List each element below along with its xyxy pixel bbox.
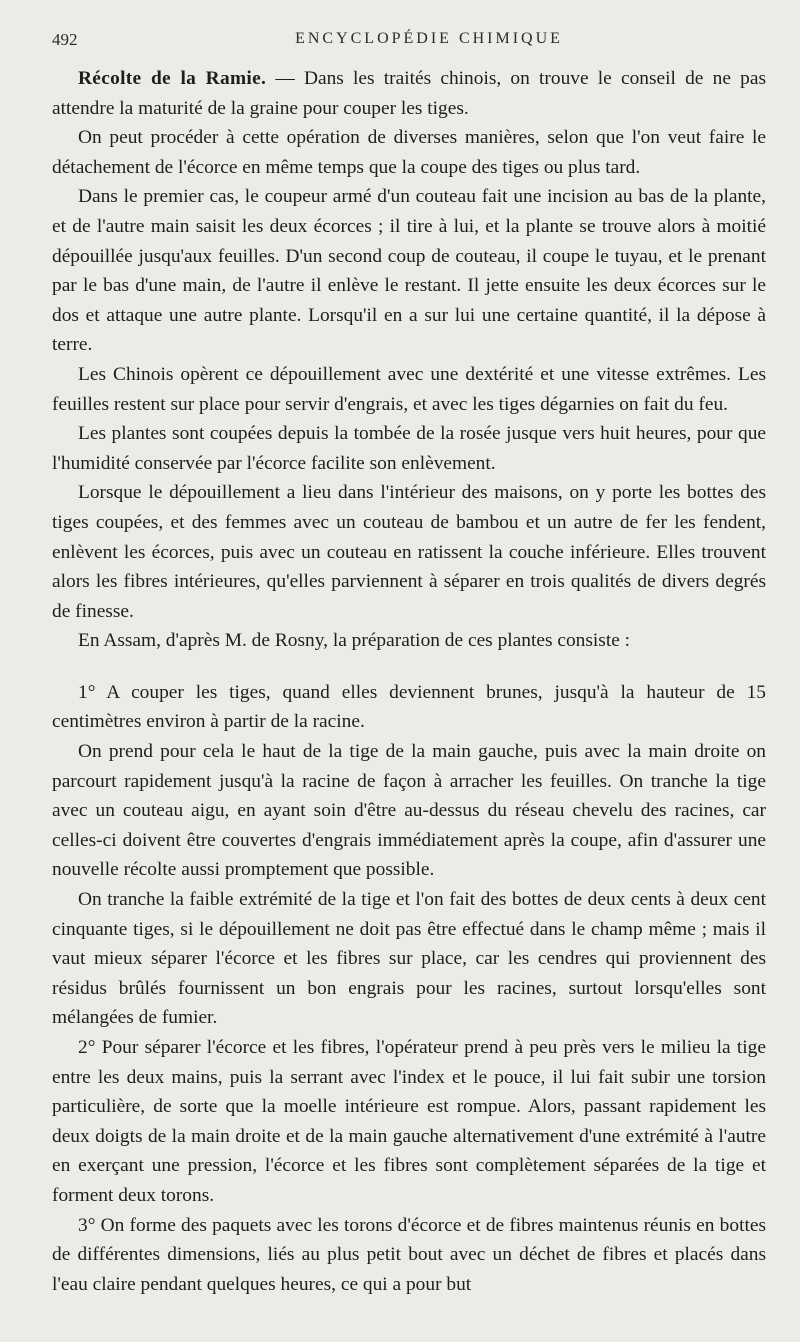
paragraph-2: On peut procéder à cette opération de diverses manières, selon que l'on veut faire le détachement de l'écorce en même temps que la coupe des tiges ou plus tard. <box>52 127 766 178</box>
paragraph-10: On tranche la faible extrémité de la tige et l'on fait des bottes de deux cents à deux cent cinquante tiges, si le dépouillement ne doit pas être effectué dans le champ même ; mais il vaut mieux séparer l'écorce et les fibres sur place, car les cendres qui proviennent des résidus brûlés fournissent un bon engrais pour les racines, surtout lorsqu'elles sont mélangées de fumier. <box>52 889 766 1029</box>
page-header <box>52 30 766 56</box>
paragraph-4: Les Chinois opèrent ce dépouillement avec une dextérité et une vitesse extrêmes. Les feuilles restent sur place pour servir d'engrais, et avec les tiges dégarnies on fait du feu. <box>52 363 766 415</box>
paragraph-6: Lorsque le dépouillement a lieu dans l'intérieur des maisons, on y porte les bottes des tiges coupées, et des femmes avec un couteau de bambou et un autre de fer les fendent, enlèvent les écorces, puis avec un couteau en ratissent la couche inférieure. Elles trouvent alors les fibres intérieures, qu'elles parviennent à séparer en trois qualités de divers degrés de finesse. <box>52 482 766 622</box>
paragraph-1 <box>52 64 766 123</box>
section-heading: Récolte de la Ramie. <box>78 68 267 89</box>
paragraph-12: 3° On forme des paquets avec les torons d'écorce et de fibres maintenus réunis en bottes de différentes dimensions, liés au plus petit bout avec un déchet de fibres et placés dans l'eau claire pendant quelques heures, ce qui a pour but <box>52 1214 766 1295</box>
page-number: 492 <box>52 30 78 49</box>
paragraph-5: Les plantes sont coupées depuis la tombée de la rosée jusque vers huit heures, pour que l'humidité conservée par l'écorce facilite son enlèvement. <box>52 423 766 474</box>
paragraph-11: 2° Pour séparer l'écorce et les fibres, l'opérateur prend à peu près vers le milieu la tige entre les deux mains, puis la serrant avec l'index et le pouce, il lui fait subir une torsion particulière, de sorte que la moelle intérieure est rompue. Alors, passant rapidement les deux doigts de la main droite et de la main gauche alternativement d'une extrémité à l'autre en exerçant une pression, l'écorce et les fibres sont complètement séparées de la tige et forment deux torons. <box>52 1037 766 1206</box>
running-title: ENCYCLOPÉDIE CHIMIQUE <box>295 30 563 47</box>
body-text <box>52 64 766 1299</box>
paragraph-1-text: — Dans les traités chinois, on trouve le conseil de ne pas attendre la maturité de la graine pour couper les tiges. <box>52 68 766 119</box>
paragraph-8: 1° A couper les tiges, quand elles deviennent brunes, jusqu'à la hauteur de 15 centimètres environ à partir de la racine. <box>52 681 766 733</box>
paragraph-9: On prend pour cela le haut de la tige de la main gauche, puis avec la main droite on parcourt rapidement jusqu'à la racine de façon à arracher les feuilles. On tranche la tige avec un couteau aigu, en ayant soin d'être au-dessus du réseau chevelu des racines, car celles-ci doivent être couvertes d'engrais immédiatement après la coupe, afin d'assurer une nouvelle récolte aussi promptement que possible. <box>52 741 766 881</box>
paragraph-7: En Assam, d'après M. de Rosny, la préparation de ces plantes consiste : <box>78 630 631 652</box>
paragraph-3: Dans le premier cas, le coupeur armé d'un couteau fait une incision au bas de la plante, et de l'autre main saisit les deux écorces ; il tire à lui, et la plante se trouve alors à moitié dépouillée jusqu'aux feuilles. D'un second coup de couteau, il coupe le tuyau, et le prenant par le bas d'une main, de l'autre il enlève le restant. Il jette ensuite les deux écorces sur le dos et attaque une autre plante. Lorsqu'il en a sur lui une certaine quantité, il la dépose à terre. <box>52 186 766 356</box>
